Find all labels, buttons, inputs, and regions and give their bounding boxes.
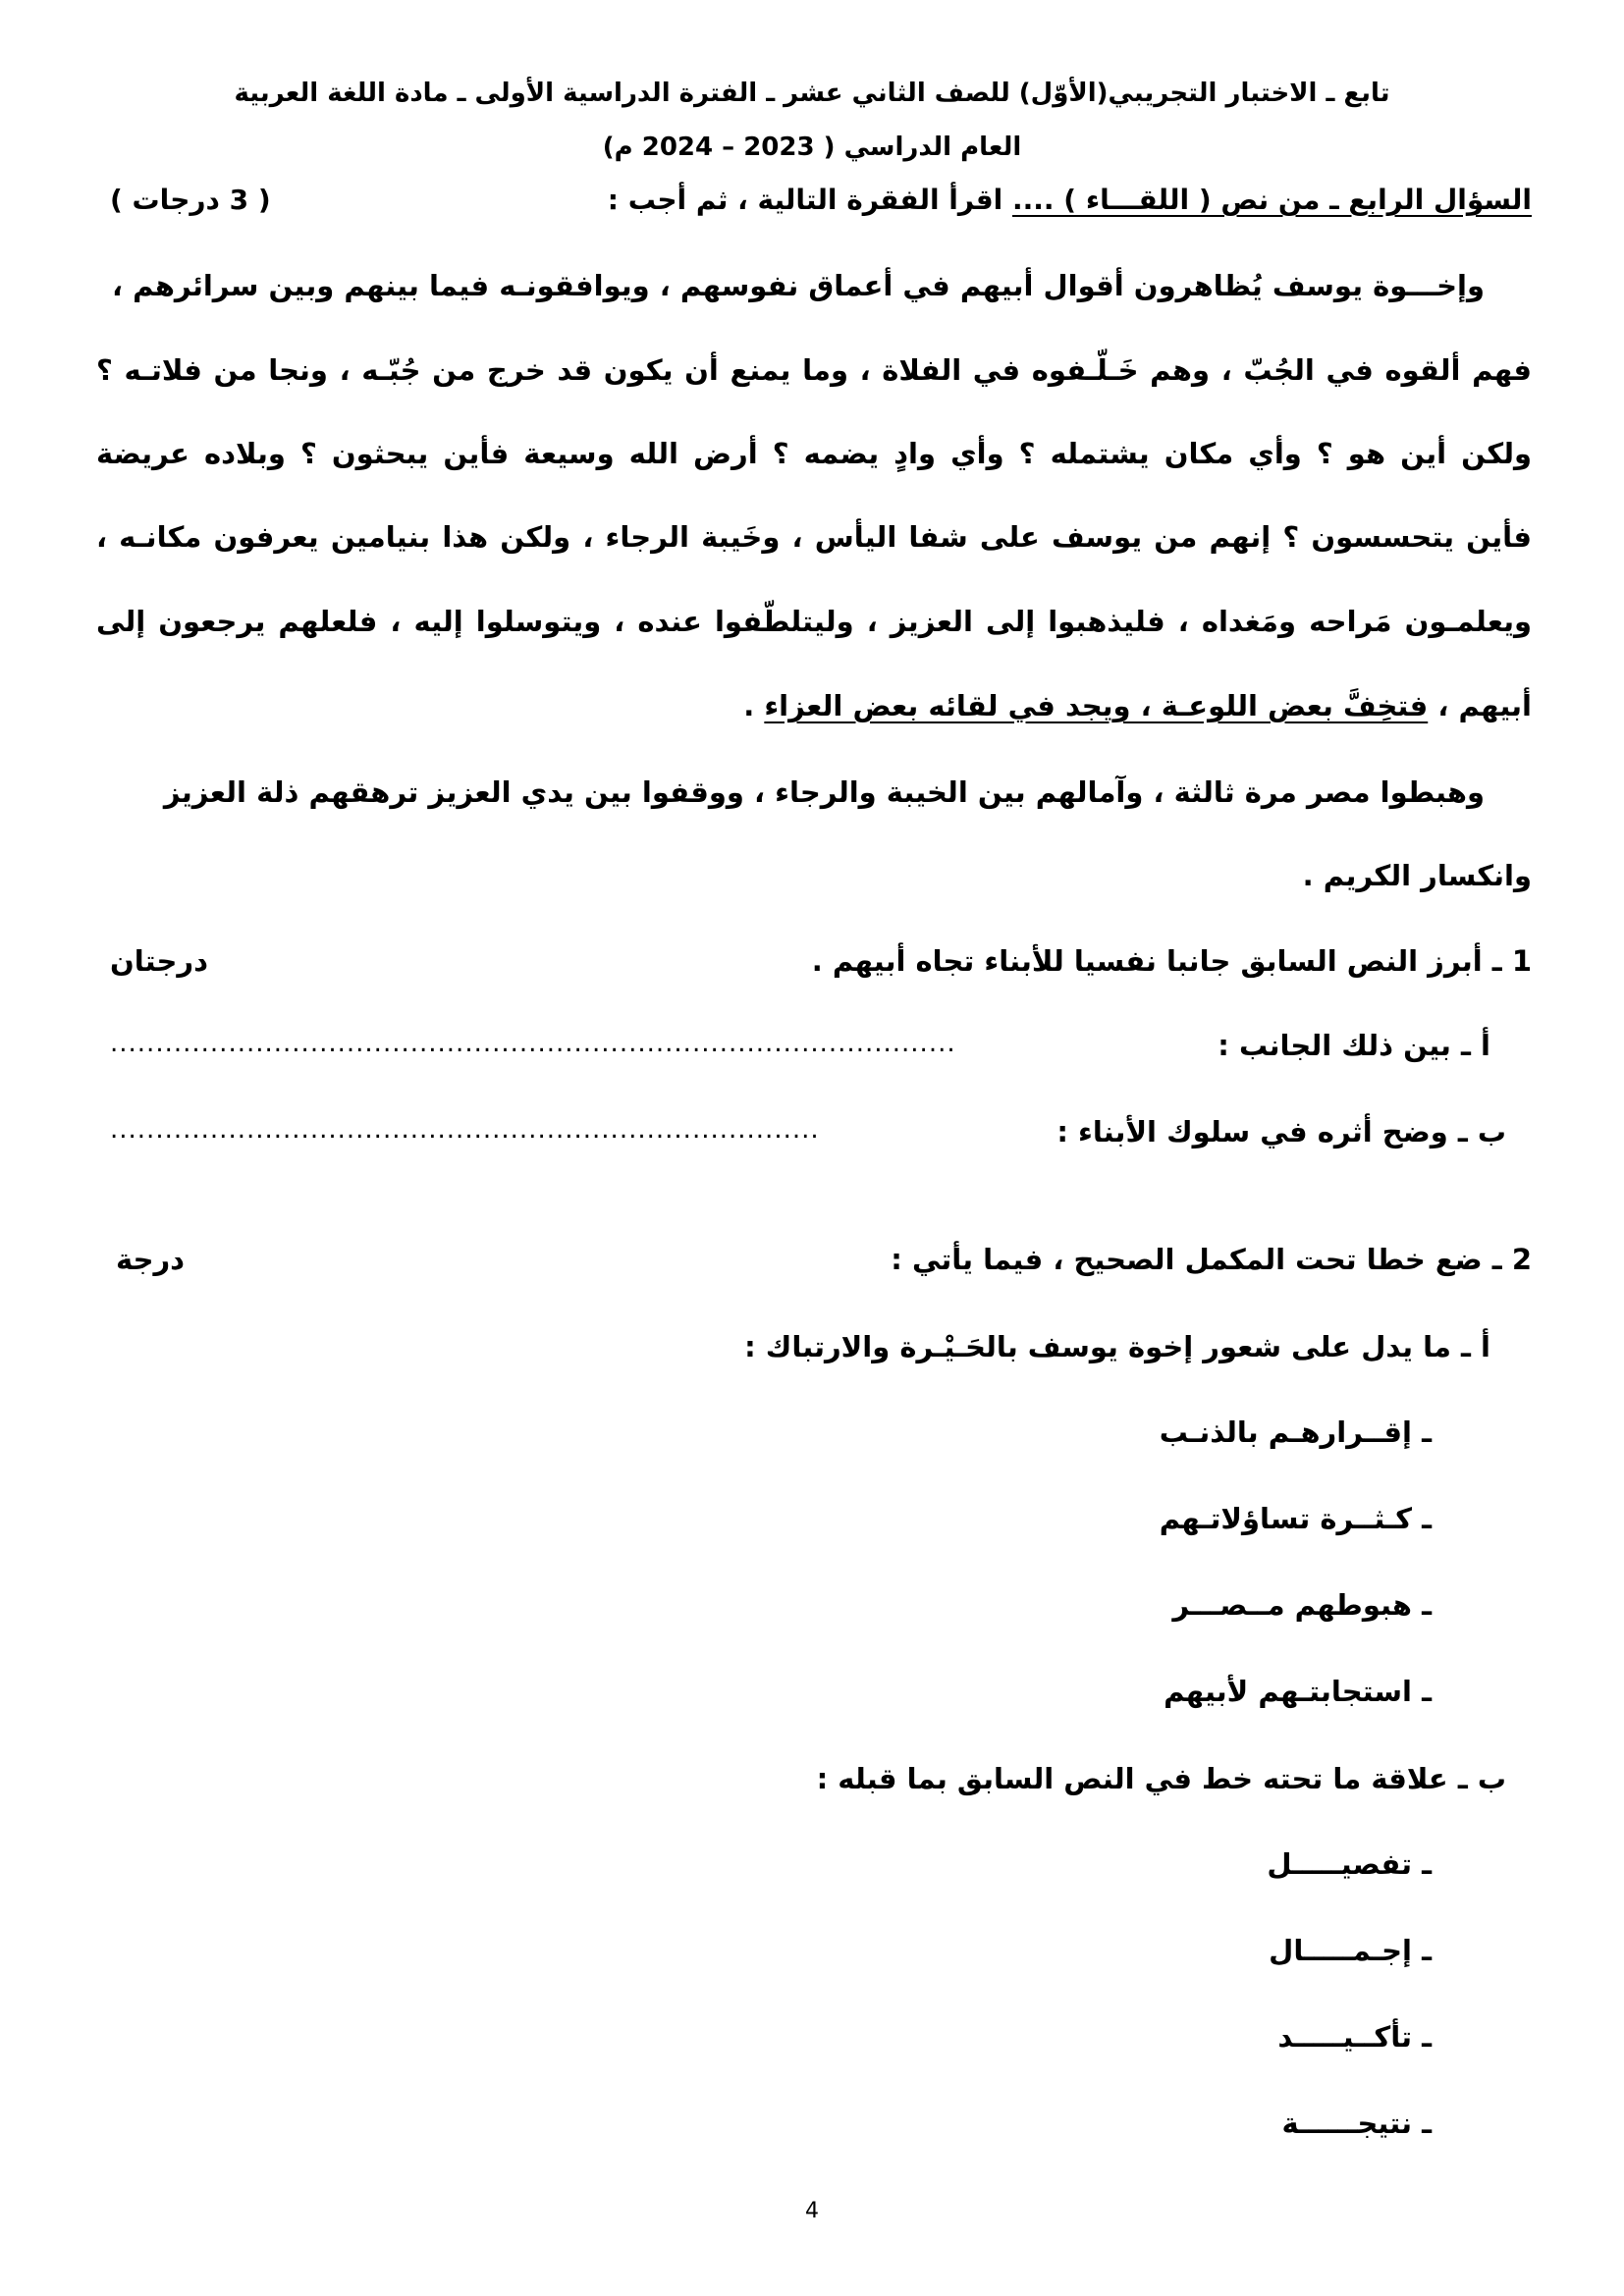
passage-line-4: فأين يتحسسون ؟ إنهم من يوسف على شفا اليأس ، وخَيبة الرجاء ، ولكن هذا بنيامين يعرفون مكانـه ، xyxy=(96,520,1532,554)
q2-a-option-1[interactable]: ـ إقــرارهـم بالذنـب xyxy=(1159,1415,1432,1449)
passage-line-6-prefix: أبيهم ، xyxy=(1428,689,1532,722)
header-line-1: تابع ـ الاختبار التجريبي(الأوّل) للصف الثاني عشر ـ الفترة الدراسية الأولى ـ مادة اللغة العربية xyxy=(234,79,1390,108)
q2-text: 2 ـ ضع خطا تحت المكمل الصحيح ، فيما يأتي : xyxy=(891,1243,1532,1276)
q2-b-option-4[interactable]: ـ نتيجــــــة xyxy=(1281,2107,1432,2140)
q1-a-answer-line[interactable]: ............................................................................................. xyxy=(110,1029,956,1058)
question4-title xyxy=(608,184,1532,216)
q1-b-label: ب ـ وضح أثره في سلوك الأبناء : xyxy=(1056,1115,1506,1148)
q2-b-label: ب ـ علاقة ما تحته خط في النص السابق بما قبله : xyxy=(816,1762,1506,1795)
passage-para2-line-2: وانكسار الكريم . xyxy=(1302,859,1532,892)
q2-a-option-2[interactable]: ـ كـثــرة تساؤلاتـهم xyxy=(1159,1502,1432,1535)
q2-b-option-2[interactable]: ـ إجـمـــــال xyxy=(1269,1934,1432,1967)
q2-marks: درجة xyxy=(116,1243,186,1276)
q2-b-option-3[interactable]: ـ تأكــيـــــد xyxy=(1277,2020,1432,2054)
passage-line-6-suffix: . xyxy=(743,689,765,722)
question4-marks: ( 3 درجات ) xyxy=(110,184,271,216)
page-number: 4 xyxy=(805,2199,819,2223)
q2-a-label: أ ـ ما يدل على شعور إخوة يوسف بالحَـيْـرة والارتباك : xyxy=(744,1330,1490,1363)
passage-line-3: ولكن أين هو ؟ وأي مكان يشتمله ؟ وأي وادٍ يضمه ؟ أرض الله وسيعة فأين يبحثون ؟ وبلاده عريضة xyxy=(96,437,1532,470)
question4-title-underlined: السؤال الرابع ـ من نص ( اللقـــاء ) .... xyxy=(1012,184,1532,216)
underlined-phrase: فتخِفَّ بعض اللوعـة ، ويجد في لقائه بعض العزاء xyxy=(764,689,1429,722)
passage-line-1: وإخـــوة يوسف يُظاهرون أقوال أبيهم في أعماق نفوسهم ، ويوافقونـه فيما بينهم وبين سرائرهم ، xyxy=(111,269,1485,302)
q2-b-option-1[interactable]: ـ تفصيـــــل xyxy=(1267,1847,1432,1881)
passage-line-2: فهم ألقوه في الجُبّ ، وهم خَـلّـفوه في الفلاة ، وما يمنع أن يكون قد خرج من جُبّـه ، ونجا من فلاتـه ؟ xyxy=(96,353,1532,387)
passage-line-5: ويعلمـون مَراحه ومَغداه ، فليذهبوا إلى العزيز ، وليتلطّفوا عنده ، ويتوسلوا إليه ، فلعلهم يرجعون إلى xyxy=(96,605,1532,638)
passage-para2-line-1: وهبطوا مصر مرة ثالثة ، وآمالهم بين الخيبة والرجاء ، ووقفوا بين يدي العزيز ترهقهم ذلة العزيز xyxy=(163,775,1485,809)
q1-marks: درجتان xyxy=(110,944,208,978)
q1-a-label: أ ـ بين ذلك الجانب : xyxy=(1218,1029,1490,1062)
header-line-2: العام الدراسي ( 2023 – 2024 م) xyxy=(602,133,1022,162)
q2-a-option-3[interactable]: ـ هبوطهم مــصـــر xyxy=(1172,1588,1432,1622)
q1-text: 1 ـ أبرز النص السابق جانبا نفسيا للأبناء تجاه أبيهم . xyxy=(811,944,1532,978)
question4-title-rest: اقرأ الفقرة التالية ، ثم أجب : xyxy=(607,184,1012,216)
q1-b-answer-line[interactable]: .............................................................................. xyxy=(110,1115,820,1145)
q2-a-option-4[interactable]: ـ استجابتـهم لأبيهم xyxy=(1164,1675,1432,1708)
passage-line-6 xyxy=(96,689,1532,722)
